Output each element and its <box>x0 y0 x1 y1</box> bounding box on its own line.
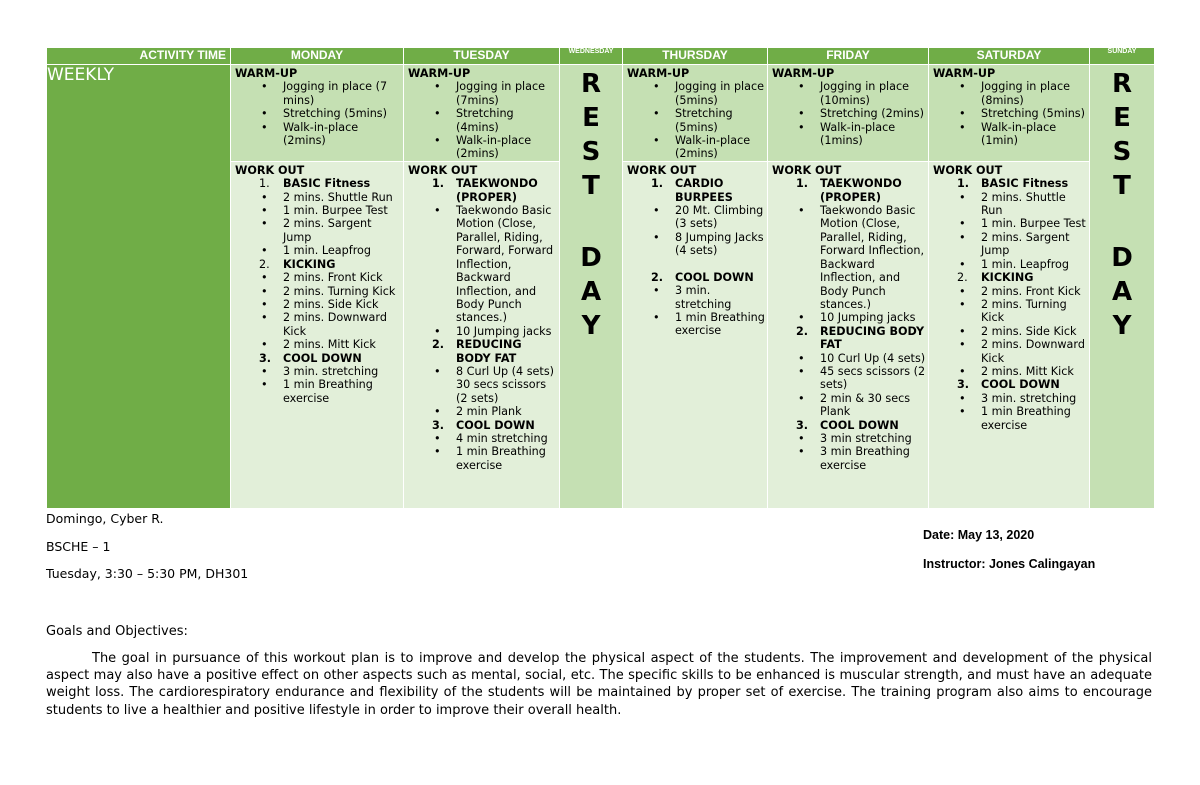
list-item: • Jogging in place (8mins) <box>933 80 1089 107</box>
list-item: • Walk-in-place (2mins) <box>627 134 767 161</box>
workout-title: WORK OUT <box>408 163 478 177</box>
list-item: • 3 min. stretching <box>981 392 1089 405</box>
list-item: • 2 mins. Side Kick <box>283 298 403 311</box>
student-name: Domingo, Cyber R. <box>46 511 164 526</box>
list-item: • Jogging in place (7 mins) <box>235 80 403 107</box>
list-item: • 1 min Breathing exercise <box>456 445 559 472</box>
student-course: BSCHE – 1 <box>46 539 111 554</box>
header-friday: FRIDAY <box>768 48 929 65</box>
sunday-rest-day <box>1090 65 1155 509</box>
workout-list <box>933 177 1089 432</box>
list-item: 2. KICKING • 2 mins. Front Kick • 2 mins. Turning Kick • 2 mins. Side Kick • 2 mins. Downward Kick • 2 mins. Mitt Kick <box>235 258 403 352</box>
warmup-list <box>235 80 403 147</box>
list-item: 3. COOL DOWN • 3 min. stretching • 1 min Breathing exercise <box>235 352 403 406</box>
tuesday-warmup <box>404 65 560 162</box>
list-item: • Taekwondo Basic Motion (Close, Parallel, Riding, Forward, Forward Inflection, Backward Inflection, and Body Punch stances.) <box>456 204 559 325</box>
list-item: • 2 mins. Turning Kick <box>981 298 1089 325</box>
list-item-plain: 30 secs scissors (2 sets) <box>456 378 547 405</box>
list-item: • 1 min Breathing exercise <box>283 378 403 405</box>
workout-list <box>772 177 928 472</box>
tuesday-workout <box>404 161 560 508</box>
list-item: 2. REDUCING BODY FAT • 8 Curl Up (4 sets) 30 secs scissors (2 sets) • 2 min Plank <box>408 338 559 418</box>
list-item: • 2 mins. Downward Kick <box>981 338 1089 365</box>
thursday-workout <box>623 161 768 508</box>
warmup-list <box>772 80 928 147</box>
list-item: 3. COOL DOWN • 3 min stretching • 3 min Breathing exercise <box>772 419 928 473</box>
workout-list <box>408 177 559 472</box>
list-item: • 1 min. Burpee Test <box>283 204 403 217</box>
weekly-plan-table <box>46 47 1155 509</box>
header-activity-time: ACTIVITY TIME <box>47 48 231 65</box>
weekly-label: WEEKLY <box>47 65 231 509</box>
list-item: • 2 mins. Front Kick <box>283 271 403 284</box>
list-item: • 10 Jumping jacks <box>820 311 928 324</box>
header-sunday: SUNDAY <box>1090 48 1155 65</box>
rest-word: R E S T D A Y <box>580 69 602 341</box>
list-item: 2. COOL DOWN • 3 min. stretching • 1 min Breathing exercise <box>627 271 767 338</box>
list-item: • 2 mins. Sargent Jump <box>981 231 1089 258</box>
list-item: • Stretching (5mins) <box>627 107 767 134</box>
list-item: • 2 mins. Side Kick <box>981 325 1089 338</box>
warmup-row <box>47 65 1155 162</box>
goals-heading: Goals and Objectives: <box>46 624 188 639</box>
header-tuesday: TUESDAY <box>404 48 560 65</box>
list-item: • 8 Jumping Jacks (4 sets) <box>675 231 767 258</box>
monday-workout <box>231 161 404 508</box>
list-item: • 2 mins. Turning Kick <box>283 285 403 298</box>
list-item: 3. COOL DOWN • 4 min stretching • 1 min Breathing exercise <box>408 419 559 473</box>
list-item: • 3 min Breathing exercise <box>820 445 928 472</box>
list-item: • 2 min & 30 secs Plank <box>820 392 928 419</box>
goals-paragraph: The goal in pursuance of this workout plan is to improve and develop the physical aspect of the students. The improvement and development of the physical aspect may also have a positive effect on other aspects such as mental, social, etc. The specific skills to be enhanced is muscular strength, and must have an adequate weight loss. The cardiorespiratory endurance and flexibility of the students will be maintained by proper set of exercise. The training program also aims to encourage students to live a healthier and positive lifestyle in order to improve their overall health. <box>46 651 1152 718</box>
list-item: • Stretching (4mins) <box>408 107 559 134</box>
warmup-list <box>627 80 767 160</box>
warmup-title: WARM-UP <box>772 67 835 80</box>
list-item: • 3 min. stretching <box>283 365 403 378</box>
header-saturday: SATURDAY <box>929 48 1090 65</box>
list-item: • 4 min stretching <box>456 432 559 445</box>
list-item: • 1 min. Leapfrog <box>283 244 403 257</box>
list-item: 1. TAEKWONDO (PROPER) • Taekwondo Basic Motion (Close, Parallel, Riding, Forward, Forward Inflection, Backward Inflection, and Body Punch stances.) • 10 Jumping jacks <box>408 177 559 338</box>
rest-word: R E S T D A Y <box>1111 69 1133 341</box>
list-item: • 20 Mt. Climbing (3 sets) <box>675 204 767 231</box>
header-row <box>47 48 1155 65</box>
warmup-title: WARM-UP <box>235 67 298 80</box>
list-item: • 2 mins. Sargent Jump <box>283 217 403 244</box>
list-item: 3. COOL DOWN • 3 min. stretching • 1 min Breathing exercise <box>933 378 1089 432</box>
list-item: 2. REDUCING BODY FAT • 10 Curl Up (4 sets) • 45 secs scissors (2 sets) • 2 min & 30 secs Plank <box>772 325 928 419</box>
header-monday: MONDAY <box>231 48 404 65</box>
list-item: • 3 min stretching <box>820 432 928 445</box>
list-item: • 2 min Plank <box>456 405 559 418</box>
list-item: • Walk-in-place (2mins) <box>235 121 403 148</box>
list-item: • Jogging in place (5mins) <box>627 80 767 107</box>
list-item: • Stretching (5mins) <box>235 107 403 120</box>
saturday-warmup <box>929 65 1090 162</box>
class-schedule: Tuesday, 3:30 – 5:30 PM, DH301 <box>46 566 249 581</box>
list-item: • Taekwondo Basic Motion (Close, Parallel, Riding, Forward Inflection, Backward Inflection, and Body Punch stances.) <box>820 204 928 311</box>
list-item: 1. BASIC Fitness • 2 mins. Shuttle Run • 1 min. Burpee Test • 2 mins. Sargent Jump • 1 min. Leapfrog <box>235 177 403 257</box>
date-label: Date: May 13, 2020 <box>923 528 1035 542</box>
warmup-list <box>408 80 559 160</box>
list-item: • 45 secs scissors (2 sets) <box>820 365 928 392</box>
list-item: • Walk-in-place (1min) <box>933 121 1089 148</box>
list-item: • 2 mins. Shuttle Run <box>283 191 403 204</box>
workout-title: WORK OUT <box>933 163 1003 177</box>
saturday-workout <box>929 161 1090 508</box>
list-item: • 2 mins. Mitt Kick <box>981 365 1089 378</box>
list-item: • 2 mins. Mitt Kick <box>283 338 403 351</box>
header-wednesday: WEDNESDAY <box>560 48 623 65</box>
list-item: • 1 min. Leapfrog <box>981 258 1089 271</box>
list-item: • 1 min. Burpee Test <box>981 217 1089 230</box>
workout-list <box>627 177 767 337</box>
monday-warmup <box>231 65 404 162</box>
list-item: • 1 min Breathing exercise <box>675 311 767 338</box>
list-item: • 2 mins. Downward Kick <box>283 311 403 338</box>
list-item: • Stretching (5mins) <box>933 107 1089 120</box>
list-item: • 10 Jumping jacks <box>456 325 559 338</box>
list-item: • 1 min Breathing exercise <box>981 405 1089 432</box>
list-item: • 10 Curl Up (4 sets) <box>820 352 928 365</box>
list-item: 1. BASIC Fitness • 2 mins. Shuttle Run • 1 min. Burpee Test • 2 mins. Sargent Jump • 1 min. Leapfrog <box>933 177 1089 271</box>
workout-title: WORK OUT <box>235 163 305 177</box>
workout-title: WORK OUT <box>627 163 697 177</box>
list-item: • 2 mins. Shuttle Run <box>981 191 1089 218</box>
list-item: • 2 mins. Front Kick <box>981 285 1089 298</box>
list-item: • Walk-in-place (2mins) <box>408 134 559 161</box>
warmup-title: WARM-UP <box>408 67 471 80</box>
friday-workout <box>768 161 929 508</box>
list-item: • 8 Curl Up (4 sets) <box>456 365 559 378</box>
list-item: • Walk-in-place (1mins) <box>772 121 928 148</box>
list-item: 1. CARDIO BURPEES • 20 Mt. Climbing (3 sets) • 8 Jumping Jacks (4 sets) <box>627 177 767 270</box>
workout-list <box>235 177 403 405</box>
list-item: 2. KICKING • 2 mins. Front Kick • 2 mins. Turning Kick • 2 mins. Side Kick • 2 mins. Downward Kick • 2 mins. Mitt Kick <box>933 271 1089 378</box>
thursday-warmup <box>623 65 768 162</box>
list-item: • Jogging in place (10mins) <box>772 80 928 107</box>
instructor-label: Instructor: Jones Calingayan <box>923 557 1096 571</box>
list-item: • 3 min. stretching <box>675 284 767 311</box>
list-item: • Jogging in place (7mins) <box>408 80 559 107</box>
friday-warmup <box>768 65 929 162</box>
list-item: 1. TAEKWONDO (PROPER) • Taekwondo Basic Motion (Close, Parallel, Riding, Forward Inflection, Backward Inflection, and Body Punch stances.) • 10 Jumping jacks <box>772 177 928 324</box>
warmup-title: WARM-UP <box>933 67 996 80</box>
list-item: • Stretching (2mins) <box>772 107 928 120</box>
warmup-title: WARM-UP <box>627 67 690 80</box>
header-thursday: THURSDAY <box>623 48 768 65</box>
workout-title: WORK OUT <box>772 163 842 177</box>
wednesday-rest-day <box>560 65 623 509</box>
warmup-list <box>933 80 1089 147</box>
